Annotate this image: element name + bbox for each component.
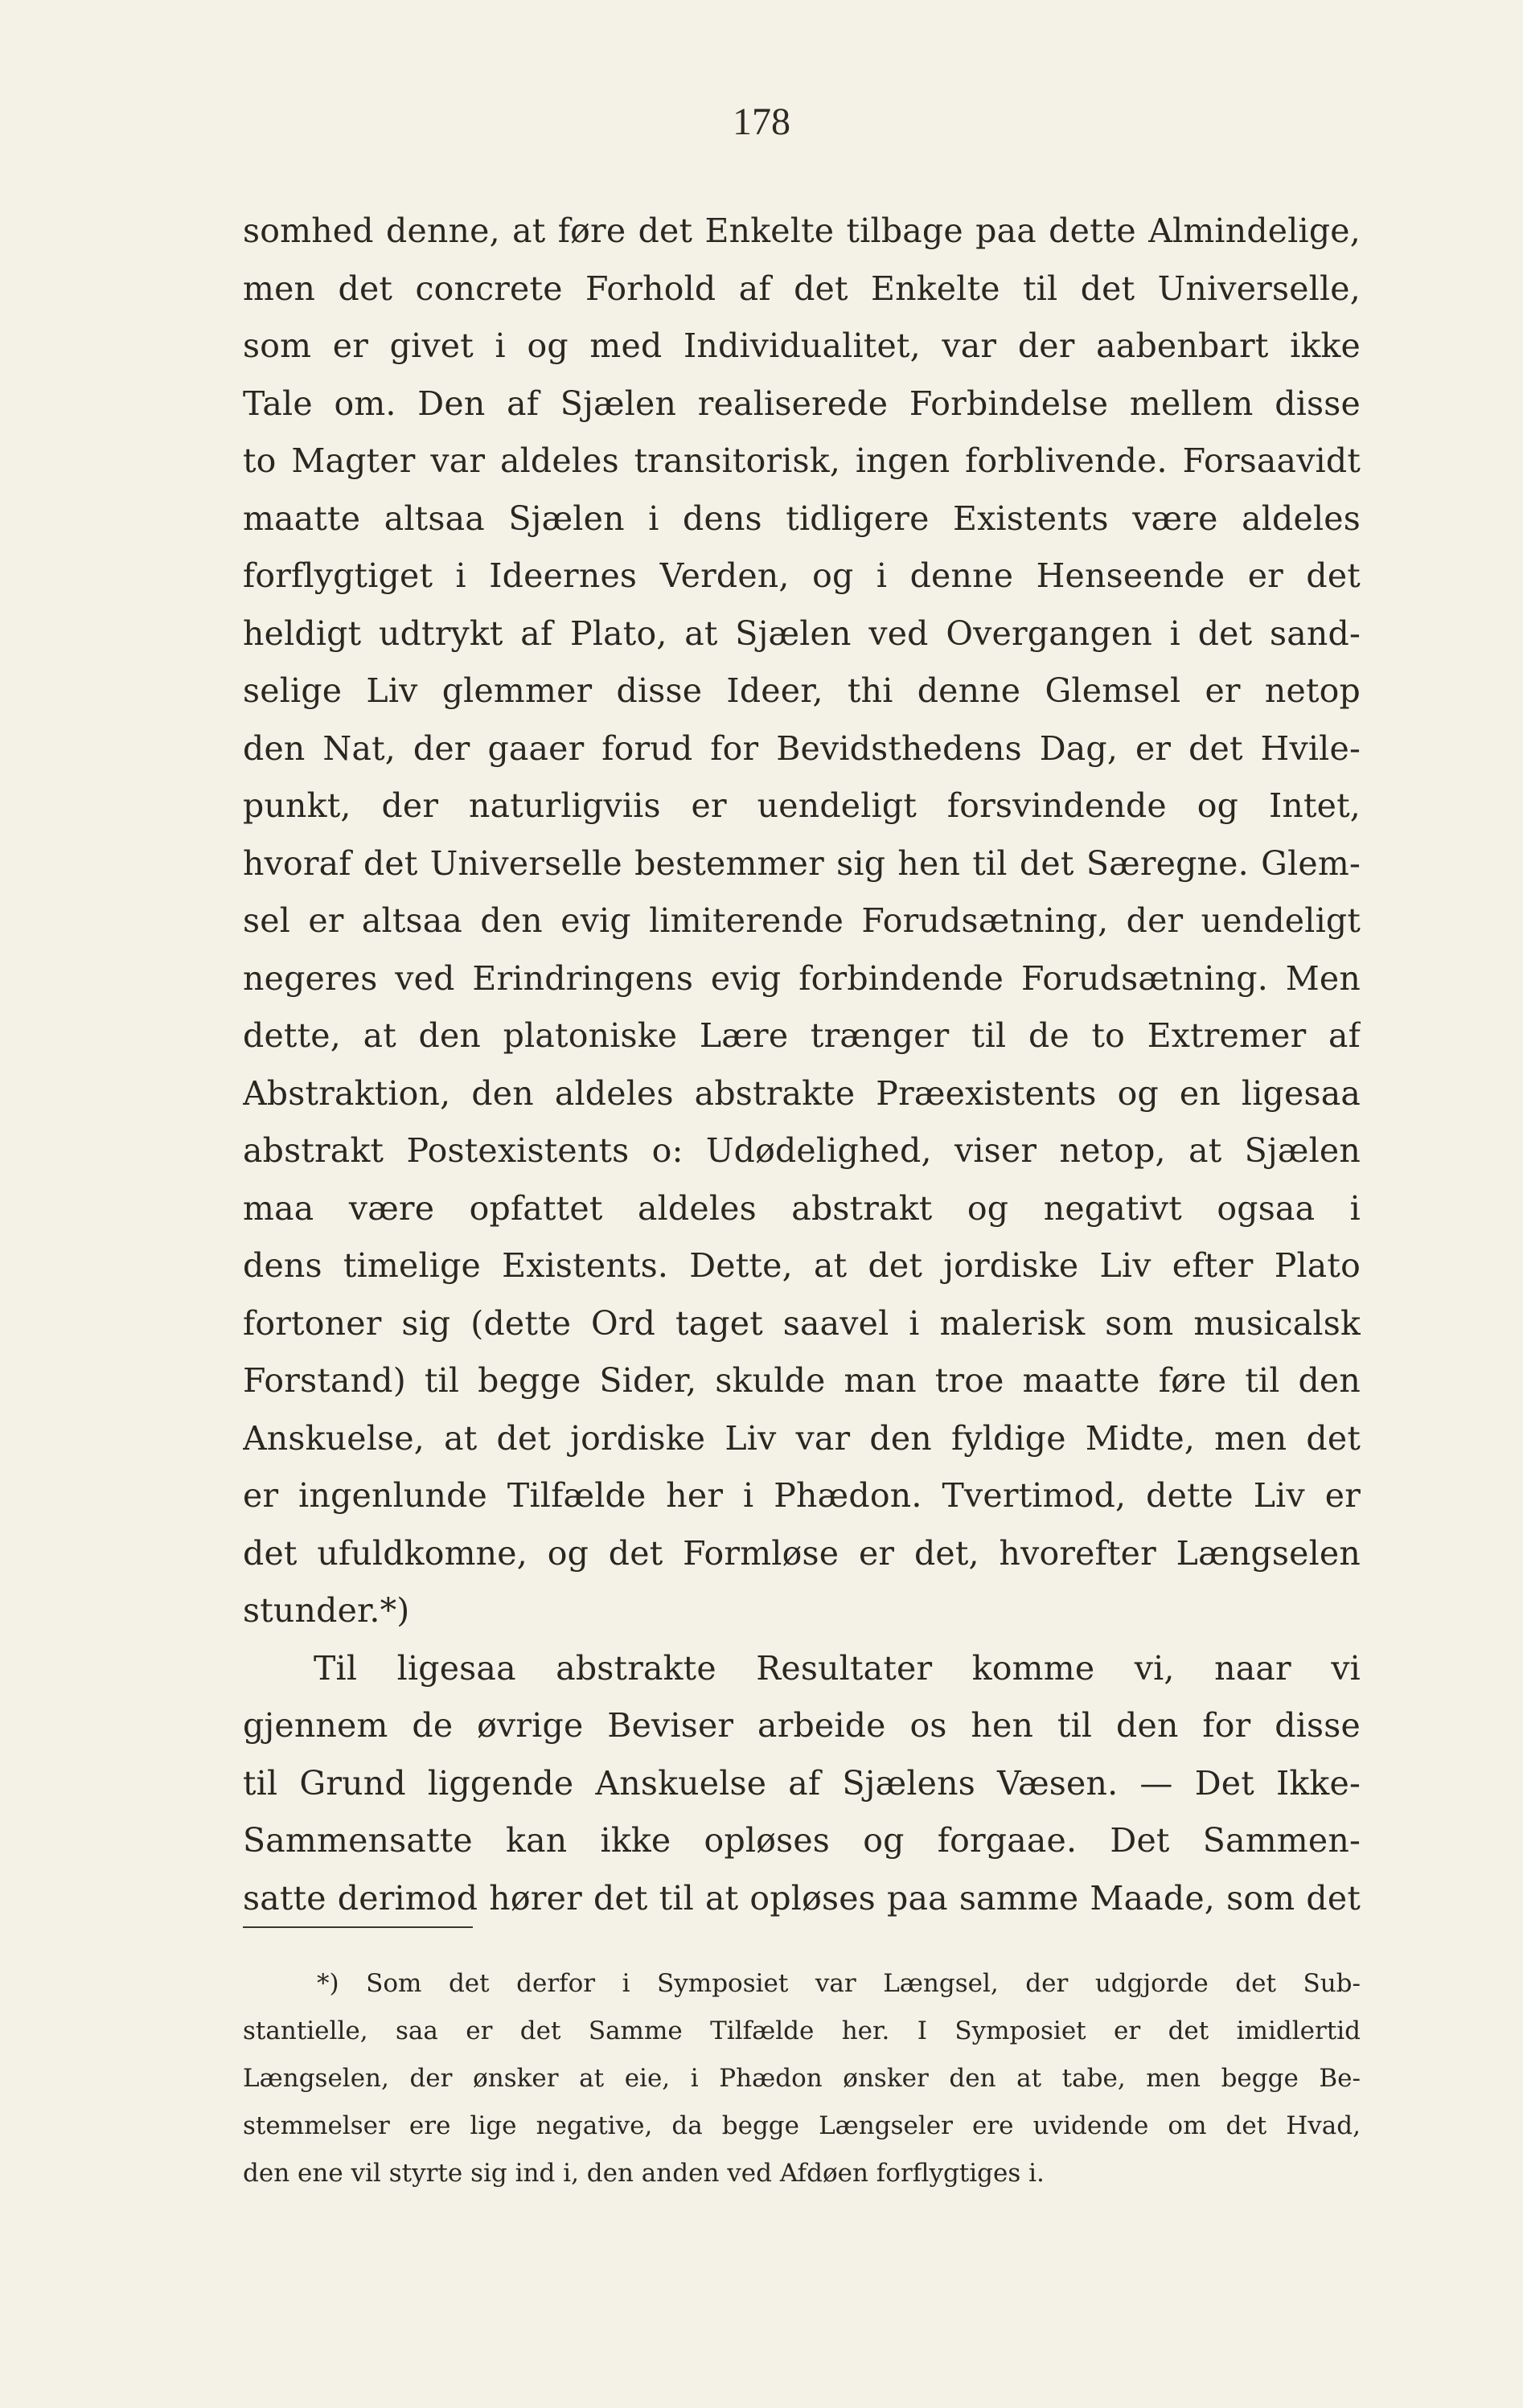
text-line: fortoner sig (dette Ord taget saavel i malerisk som musicalsk [243,1303,1361,1343]
footnote-line: stemmelser ere lige negative, da begge Længseler ere uvidende om det Hvad, [243,2111,1361,2140]
footnote-line: stantielle, saa er det Samme Tilfælde her. I Symposiet er det imidlertid [243,2016,1361,2045]
footnote-line: *) Som det derfor i Symposiet var Længsel, der udgjorde det Sub- [317,1969,1361,1998]
text-line: Sammensatte kan ikke opløses og forgaae. Det Sammen- [243,1821,1361,1860]
text-line: Tale om. Den af Sjælen realiserede Forbindelse mellem disse [243,384,1361,423]
body-text [243,203,1361,1927]
text-line: sel er altsaa den evig limiterende Forudsætning, der uendeligt [243,901,1361,940]
footnote-separator [243,1926,473,1928]
text-line: dette, at den platoniske Lære trænger til de to Extremer af [243,1016,1361,1055]
footnote-line: den ene vil styrte sig ind i, den anden ved Afdøen forflygtiges i. [243,2159,1045,2188]
text-line: den Nat, der gaaer forud for Bevidsthedens Dag, er det Hvile- [243,728,1361,768]
text-line: det ufuldkomne, og det Formløse er det, hvorefter Længselen [243,1533,1361,1573]
text-line: heldigt udtrykt af Plato, at Sjælen ved Overgangen i det sand- [243,613,1361,653]
text-line: punkt, der naturligviis er uendeligt forsvindende og Intet, [243,786,1361,825]
text-line: til Grund liggende Anskuelse af Sjælens Væsen. — Det Ikke- [243,1763,1361,1803]
text-line: satte derimod hører det til at opløses paa samme Maade, som det [243,1878,1361,1918]
text-line: Abstraktion, den aldeles abstrakte Præexistents og en ligesaa [243,1073,1361,1113]
text-line: men det concrete Forhold af det Enkelte til det Universelle, [243,269,1361,308]
footnote-line: Længselen, der ønsker at eie, i Phædon ønsker den at tabe, men begge Be- [243,2064,1361,2093]
page-number: 178 [733,101,790,143]
text-line: to Magter var aldeles transitorisk, ingen forblivende. Forsaavidt [243,441,1361,480]
text-line: negeres ved Erindringens evig forbindende Forudsætning. Men [243,958,1361,998]
text-line: forflygtiget i Ideernes Verden, og i denne Henseende er det [243,556,1361,595]
text-line: er ingenlunde Tilfælde her i Phædon. Tvertimod, dette Liv er [243,1476,1361,1515]
text-line: abstrakt Postexistents o: Udødelighed, viser netop, at Sjælen [243,1131,1361,1170]
text-line: somhed denne, at føre det Enkelte tilbage paa dette Almindelige, [243,211,1361,250]
text-line: Til ligesaa abstrakte Resultater komme vi, naar vi [314,1648,1361,1688]
text-line: maatte altsaa Sjælen i dens tidligere Existents være aldeles [243,498,1361,538]
text-line: maa være opfattet aldeles abstrakt og negativt ogsaa i [243,1188,1361,1228]
text-line: gjennem de øvrige Beviser arbeide os hen til den for disse [243,1706,1361,1745]
text-line: Anskuelse, at det jordiske Liv var den fyldige Midte, men det [243,1418,1361,1458]
footnote [243,1960,1361,2197]
text-line: Forstand) til begge Sider, skulde man troe maatte føre til den [243,1361,1361,1400]
text-line: stunder.*) [243,1591,410,1630]
text-line: som er givet i og med Individualitet, var der aabenbart ikke [243,326,1361,365]
text-line: selige Liv glemmer disse Ideer, thi denne Glemsel er netop [243,671,1361,710]
text-line: dens timelige Existents. Dette, at det jordiske Liv efter Plato [243,1246,1361,1285]
text-line: hvoraf det Universelle bestemmer sig hen til det Særegne. Glem- [243,843,1361,883]
